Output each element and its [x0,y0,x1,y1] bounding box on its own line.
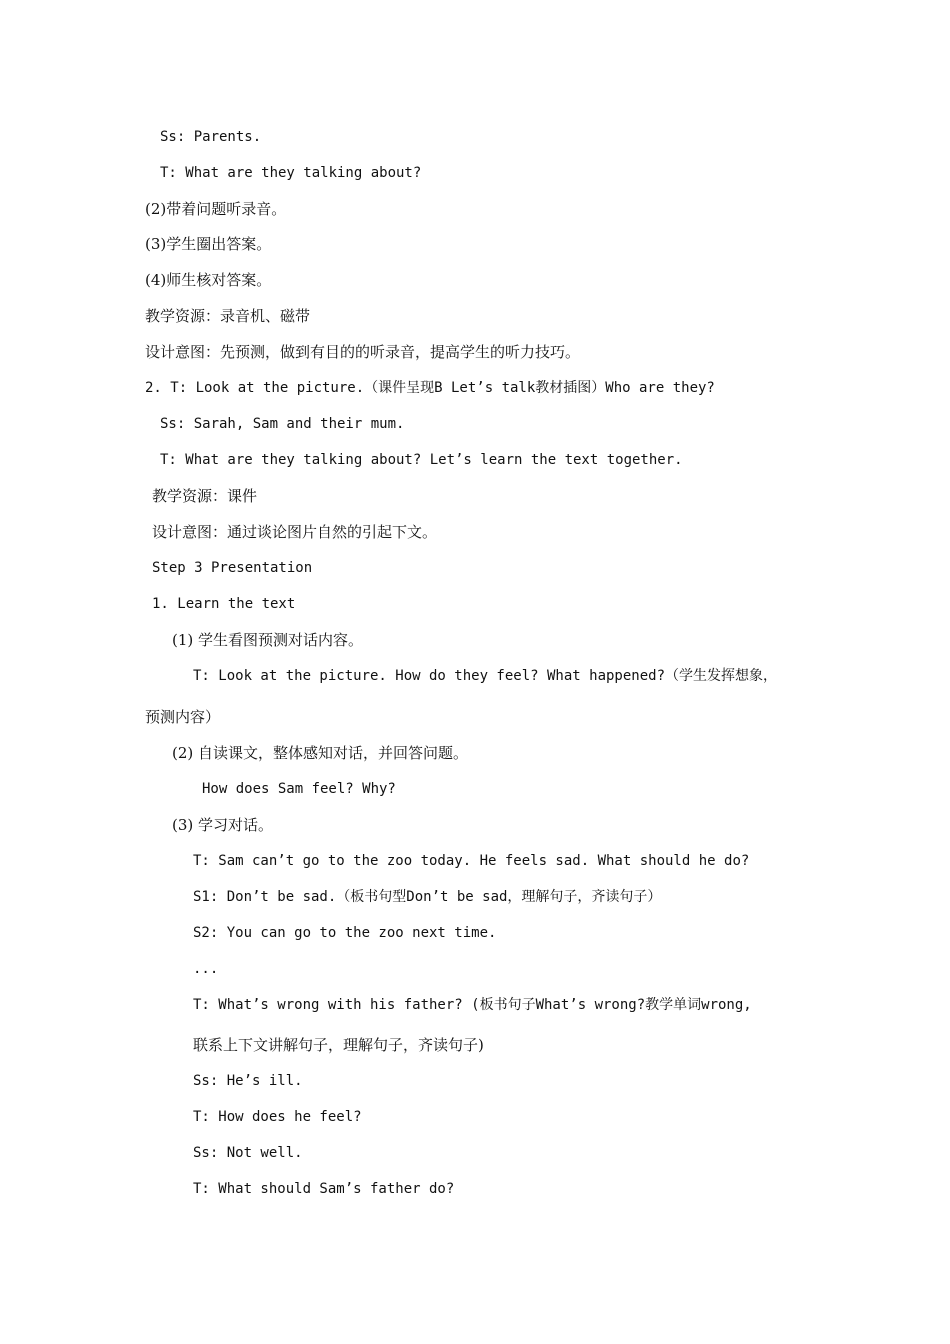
text-line-18: (2) 自读课文，整体感知对话，并回答问题。 [172,744,469,762]
text-line-9: Ss: Sarah, Sam and their mum. [160,416,405,432]
text-line-3: (2)带着问题听录音。 [145,200,287,218]
text-line-1: Ss: Parents. [160,129,262,145]
text-line-28: T: How does he feel? [193,1109,362,1125]
text-line-29: Ss: Not well. [193,1145,303,1161]
text-line-8: 2. T: Look at the picture.（课件呈现B Let’s talk教材插图）Who are they? [145,380,715,396]
text-line-17: 预测内容） [145,708,221,726]
text-line-13: Step 3 Presentation [152,560,313,576]
text-line-15: (1) 学生看图预测对话内容。 [172,631,364,649]
text-line-21: T: Sam can’t go to the zoo today. He feels sad. What should he do? [193,853,750,869]
text-line-2: T: What are they talking about? [160,165,422,181]
text-line-27: Ss: He’s ill. [193,1073,303,1089]
text-line-22: S1: Don’t be sad.（板书句型Don’t be sad，理解句子，齐读句子） [193,889,662,905]
text-line-19: How does Sam feel? Why? [202,781,396,797]
text-line-30: T: What should Sam’s father do? [193,1181,455,1197]
text-line-11: 教学资源：课件 [152,487,258,505]
text-line-20: (3) 学习对话。 [172,816,274,834]
text-line-6: 教学资源：录音机、磁带 [145,307,311,325]
text-line-24: ... [193,961,219,977]
text-line-16: T: Look at the picture. How do they feel? What happened?（学生发挥想象， [193,668,778,684]
text-line-23: S2: You can go to the zoo next time. [193,925,497,941]
text-line-10: T: What are they talking about? Let’s learn the text together. [160,452,683,468]
text-line-12: 设计意图：通过谈论图片自然的引起下文。 [152,523,438,541]
text-line-5: (4)师生核对答案。 [145,271,272,289]
text-line-14: 1. Learn the text [152,596,296,612]
text-line-26: 联系上下文讲解句子，理解句子，齐读句子) [193,1036,484,1054]
text-line-4: (3)学生圈出答案。 [145,235,272,253]
text-line-7: 设计意图：先预测，做到有目的的听录音，提高学生的听力技巧。 [145,343,581,361]
text-line-25: T: What’s wrong with his father? (板书句子What’s wrong?教学单词wrong, [193,997,752,1013]
